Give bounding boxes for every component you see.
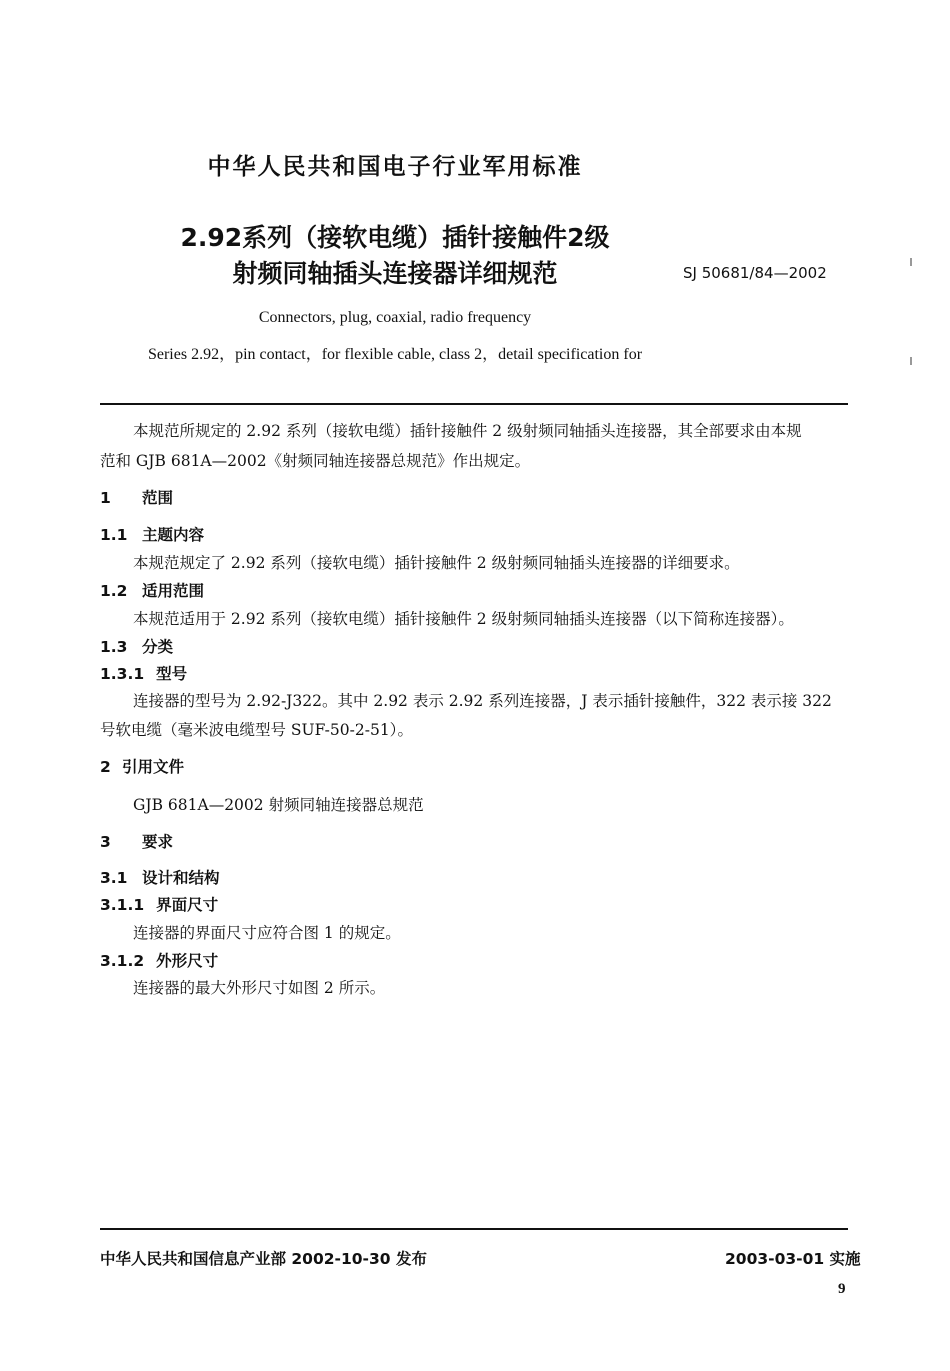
section-3-1-1-heading xyxy=(100,893,218,915)
english-title-line-2: Series 2.92，pin contact，for flexible cable, class 2，detail specification for xyxy=(147,346,643,363)
section-1-1-text: 本规范规定了 2.92 系列（接软电缆）插针接触件 2 级射频同轴插头连接器的详细要求。 xyxy=(133,554,740,572)
page-number: 9 xyxy=(838,1281,846,1297)
section-3-1-2-text: 连接器的最大外形尺寸如图 2 所示。 xyxy=(133,979,386,997)
section-1-3-1-heading xyxy=(100,662,187,684)
section-title: 范围 xyxy=(142,489,174,507)
section-title: 分类 xyxy=(142,638,174,656)
title-line-2: 射频同轴插头连接器详细规范 xyxy=(232,259,558,288)
section-title: 界面尺寸 xyxy=(156,896,219,914)
section-title: 型号 xyxy=(156,665,188,683)
section-3-1-1-text: 连接器的界面尺寸应符合图 1 的规定。 xyxy=(133,924,401,942)
section-title: 适用范围 xyxy=(142,582,205,600)
section-1-2-heading xyxy=(100,579,204,601)
section-number: 3.1.2 xyxy=(100,952,145,970)
section-number: 2 xyxy=(100,758,111,776)
section-number: 1 xyxy=(100,489,111,507)
section-1-2-text: 本规范适用于 2.92 系列（接软电缆）插针接触件 2 级射频同轴插头连接器（以下简称连接器）。 xyxy=(133,610,794,628)
section-title: 设计和结构 xyxy=(142,869,220,887)
standard-code: SJ 50681/84—2002 xyxy=(683,264,827,282)
intro-paragraph-line-1: 本规范所规定的 2.92 系列（接软电缆）插针接触件 2 级射频同轴插头连接器，其全部要求由本规 xyxy=(133,422,802,440)
section-1-3-1-text-line-2: 号软电缆（毫米波电缆型号 SUF-50-2-51）。 xyxy=(100,721,413,739)
section-number: 3.1 xyxy=(100,869,128,887)
section-3-heading xyxy=(100,830,173,852)
scan-mark xyxy=(910,258,912,266)
section-title: 外形尺寸 xyxy=(156,952,219,970)
section-number: 1.2 xyxy=(100,582,128,600)
section-number: 1.3 xyxy=(100,638,128,656)
section-2-heading xyxy=(100,755,184,777)
section-3-1-heading xyxy=(100,866,220,888)
section-number: 1.1 xyxy=(100,526,128,544)
intro-paragraph-line-2: 范和 GJB 681A—2002《射频同轴连接器总规范》作出规定。 xyxy=(100,452,531,470)
section-1-1-heading xyxy=(100,523,204,545)
header-divider xyxy=(100,403,848,405)
title-line-1: 2.92系列（接软电缆）插针接触件2级 xyxy=(180,223,610,252)
section-title: 要求 xyxy=(142,833,174,851)
section-1-3-1-text-line-1: 连接器的型号为 2.92-J322。其中 2.92 表示 2.92 系列连接器，J 表示插针接触件，322 表示接 322 xyxy=(133,692,832,710)
section-title: 主题内容 xyxy=(142,526,205,544)
scan-mark xyxy=(910,357,912,365)
section-title: 引用文件 xyxy=(122,758,185,776)
section-2-reference: GJB 681A—2002 射频同轴连接器总规范 xyxy=(133,796,424,814)
standard-name: 中华人民共和国电子行业军用标准 xyxy=(207,154,583,180)
section-1-3-heading xyxy=(100,635,173,657)
issuer-date: 中华人民共和国信息产业部 2002-10-30 发布 xyxy=(100,1250,427,1268)
section-number: 1.3.1 xyxy=(100,665,145,683)
footer-divider xyxy=(100,1228,848,1230)
section-3-1-2-heading xyxy=(100,949,218,971)
section-number: 3.1.1 xyxy=(100,896,145,914)
section-number: 3 xyxy=(100,833,111,851)
english-title-line-1: Connectors, plug, coaxial, radio frequency xyxy=(258,309,532,326)
effective-date: 2003-03-01 实施 xyxy=(725,1250,861,1268)
section-1-heading xyxy=(100,486,173,508)
